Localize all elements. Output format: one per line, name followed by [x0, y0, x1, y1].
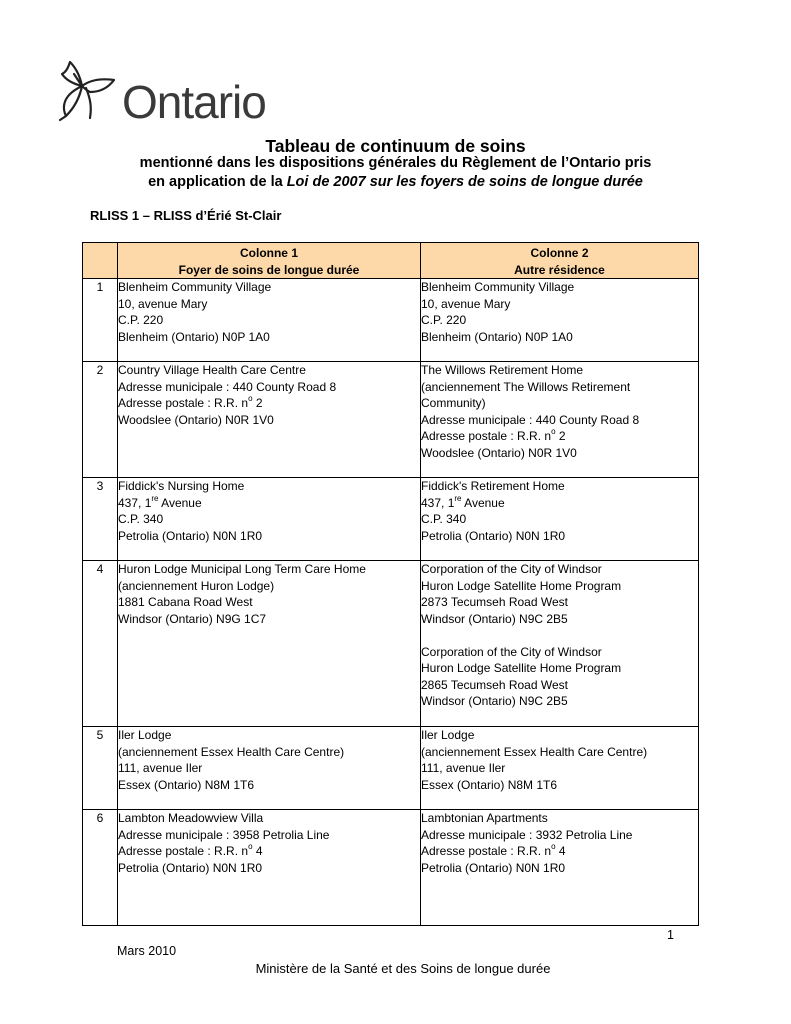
address-text: 2 — [555, 429, 566, 443]
col1-cell — [118, 561, 421, 727]
address-text: Avenue — [158, 495, 202, 510]
address-line — [118, 495, 420, 512]
address-text: Adresse postale : R.R. n — [421, 429, 552, 443]
ontario-logo — [56, 58, 266, 130]
table-row — [83, 561, 699, 727]
address-line: Corporation of the City of Windsor — [421, 644, 602, 659]
address-line: Lambtonian Apartments — [421, 811, 548, 825]
care-continuum-table — [82, 242, 699, 926]
address-line: Fiddick's Retirement Home — [421, 479, 565, 493]
trillium-icon — [56, 58, 120, 128]
address-line: (anciennement Essex Health Care Centre) — [118, 744, 345, 759]
table-row — [83, 279, 699, 362]
col2-cell — [421, 478, 699, 561]
superscript: o — [248, 394, 253, 403]
address-text: Avenue — [461, 495, 505, 510]
address-line: Huron Lodge Satellite Home Program — [421, 661, 622, 675]
row-number: 3 — [83, 478, 118, 561]
address-line: Windsor (Ontario) N9G 1C7 — [118, 611, 267, 626]
address-line: Essex (Ontario) N8M 1T6 — [421, 777, 558, 792]
address-line: 1881 Cabana Road West — [118, 595, 253, 609]
address-line: (anciennement Huron Lodge) — [118, 578, 275, 593]
section-heading: RLISS 1 – RLISS d’Érié St-Clair — [90, 208, 282, 223]
header-col1 — [118, 243, 421, 279]
address-line: 2865 Tecumseh Road West — [421, 677, 568, 692]
table-row — [83, 478, 699, 561]
header-col2 — [421, 243, 699, 279]
address-line: Blenheim Community Village — [421, 280, 575, 294]
address-line: Windsor (Ontario) N9C 2B5 — [421, 694, 568, 708]
address-line: 10, avenue Mary — [421, 296, 511, 311]
row-number: 6 — [83, 810, 118, 926]
col1-cell — [118, 810, 421, 926]
superscript: o — [551, 842, 556, 851]
address-line: Adresse municipale : 3958 Petrolia Line — [118, 827, 330, 842]
col1-cell — [118, 279, 421, 362]
address-text: 4 — [555, 844, 566, 858]
col2-cell — [421, 727, 699, 810]
row-number: 5 — [83, 727, 118, 810]
table-header-row — [83, 243, 699, 279]
address-line: Essex (Ontario) N8M 1T6 — [118, 777, 255, 792]
superscript: re — [151, 493, 159, 503]
address-line: C.P. 340 — [421, 512, 467, 526]
address-line — [421, 843, 698, 860]
address-text: Adresse postale : R.R. n — [118, 396, 249, 410]
address-line: Community) — [421, 396, 486, 410]
table-row — [83, 810, 699, 926]
address-line: Petrolia (Ontario) N0N 1R0 — [118, 860, 263, 875]
col2-cell — [421, 810, 699, 926]
address-line: Adresse municipale : 3932 Petrolia Line — [421, 827, 633, 842]
table-row — [83, 727, 699, 810]
address-line: 10, avenue Mary — [118, 296, 208, 311]
address-line — [421, 428, 698, 445]
address-line: Huron Lodge Satellite Home Program — [421, 578, 622, 593]
col2-cell — [421, 279, 699, 362]
address-line — [421, 495, 698, 512]
superscript: re — [454, 493, 462, 503]
address-line: C.P. 220 — [421, 313, 467, 327]
col2-cell — [421, 561, 699, 727]
address-line: C.P. 340 — [118, 512, 164, 526]
address-line: Corporation of the City of Windsor — [421, 562, 602, 576]
address-line — [118, 843, 420, 860]
address-line: Adresse municipale : 440 County Road 8 — [118, 379, 337, 394]
address-line: Adresse municipale : 440 County Road 8 — [421, 412, 640, 427]
footer-date: Mars 2010 — [117, 944, 177, 958]
address-line: Blenheim (Ontario) N0P 1A0 — [118, 329, 270, 344]
row-number: 4 — [83, 561, 118, 727]
footer-ministry: Ministère de la Santé et des Soins de longue durée — [255, 961, 551, 976]
col2-header-line: Autre résidence — [514, 262, 605, 277]
address-line: 111, avenue Iler — [118, 761, 203, 775]
row-number: 2 — [83, 362, 118, 478]
col1-cell — [118, 362, 421, 478]
address-line: (anciennement The Willows Retirement — [421, 379, 631, 394]
superscript: o — [248, 842, 253, 851]
page-title: Tableau de continuum de soins — [265, 136, 526, 156]
address-line: Iler Lodge — [118, 728, 172, 742]
address-line: The Willows Retirement Home — [421, 363, 584, 377]
address-line: Windsor (Ontario) N9C 2B5 — [421, 611, 568, 626]
address-text: Adresse postale : R.R. n — [421, 844, 552, 858]
address-text: 4 — [252, 844, 263, 858]
table-row — [83, 362, 699, 478]
address-line: Woodslee (Ontario) N0R 1V0 — [118, 412, 274, 427]
subtitle-line-2 — [0, 174, 791, 190]
address-line: C.P. 220 — [118, 313, 164, 327]
address-line: Huron Lodge Municipal Long Term Care Home — [118, 562, 366, 576]
address-line: Petrolia (Ontario) N0N 1R0 — [421, 860, 566, 875]
superscript: o — [551, 427, 556, 436]
col1-header-line: Foyer de soins de longue durée — [178, 262, 360, 277]
subtitle-line-1: mentionné dans les dispositions générales du Règlement de l’Ontario pris — [139, 155, 652, 171]
address-line: Fiddick's Nursing Home — [118, 479, 245, 493]
address-line: Blenheim (Ontario) N0P 1A0 — [421, 329, 573, 344]
header-num-cell — [83, 243, 118, 279]
col1-header-line: Colonne 1 — [239, 246, 298, 260]
address-line: 111, avenue Iler — [421, 761, 506, 775]
address-line: Petrolia (Ontario) N0N 1R0 — [421, 528, 566, 543]
address-line: Woodslee (Ontario) N0R 1V0 — [421, 445, 577, 460]
col1-cell — [118, 478, 421, 561]
address-line: Lambton Meadowview Villa — [118, 811, 264, 825]
address-line: Iler Lodge — [421, 728, 475, 742]
address-line: (anciennement Essex Health Care Centre) — [421, 744, 648, 759]
address-line — [118, 395, 420, 412]
col2-header-line: Colonne 2 — [530, 246, 589, 260]
subtitle-line-2-prefix: en application de la — [148, 174, 287, 190]
col1-cell — [118, 727, 421, 810]
address-line: 2873 Tecumseh Road West — [421, 595, 568, 609]
address-text: Adresse postale : R.R. n — [118, 844, 249, 858]
address-line: Blenheim Community Village — [118, 280, 272, 294]
logo-text: Ontario — [122, 76, 266, 128]
col2-cell — [421, 362, 699, 478]
address-text: 437, 1 — [118, 495, 152, 510]
spacer — [421, 627, 698, 644]
law-title: Loi de 2007 sur les foyers de soins de longue durée — [286, 174, 643, 190]
address-line: Country Village Health Care Centre — [118, 363, 306, 377]
address-text: 2 — [252, 396, 263, 410]
address-text: 437, 1 — [421, 495, 455, 510]
address-line: Petrolia (Ontario) N0N 1R0 — [118, 528, 263, 543]
row-number: 1 — [83, 279, 118, 362]
page-number: 1 — [667, 928, 674, 942]
